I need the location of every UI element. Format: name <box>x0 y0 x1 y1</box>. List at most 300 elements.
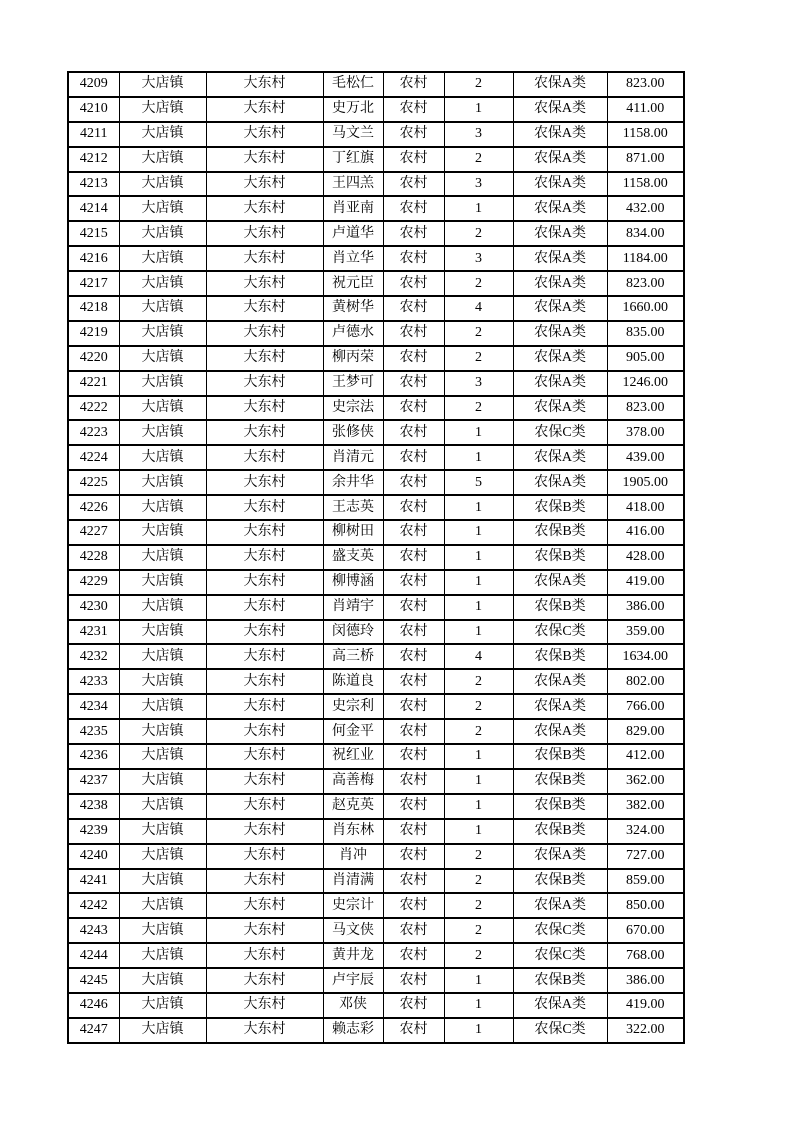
cell-serial-number: 4222 <box>68 396 119 421</box>
table-row <box>68 1018 684 1043</box>
cell-amount: 1634.00 <box>607 644 684 669</box>
cell-serial-number: 4239 <box>68 819 119 844</box>
cell-insurance-type: 农保A类 <box>513 246 607 271</box>
cell-person-name: 黄井龙 <box>323 943 383 968</box>
cell-amount: 386.00 <box>607 595 684 620</box>
table-row <box>68 470 684 495</box>
cell-person-count: 1 <box>444 445 513 470</box>
cell-amount: 362.00 <box>607 769 684 794</box>
cell-village: 大东村 <box>206 470 323 495</box>
cell-amount: 871.00 <box>607 147 684 172</box>
cell-village: 大东村 <box>206 993 323 1018</box>
cell-person-name: 肖东林 <box>323 819 383 844</box>
cell-insurance-type: 农保C类 <box>513 620 607 645</box>
cell-insurance-type: 农保B类 <box>513 968 607 993</box>
cell-village: 大东村 <box>206 172 323 197</box>
table-row <box>68 396 684 421</box>
cell-amount: 432.00 <box>607 196 684 221</box>
cell-person-name: 卢道华 <box>323 221 383 246</box>
cell-amount: 411.00 <box>607 97 684 122</box>
cell-person-name: 肖亚南 <box>323 196 383 221</box>
cell-insurance-type: 农保B类 <box>513 744 607 769</box>
cell-amount: 727.00 <box>607 844 684 869</box>
cell-village: 大东村 <box>206 968 323 993</box>
cell-insurance-type: 农保A类 <box>513 97 607 122</box>
cell-village: 大东村 <box>206 819 323 844</box>
cell-amount: 802.00 <box>607 669 684 694</box>
cell-insurance-type: 农保A类 <box>513 72 607 97</box>
cell-serial-number: 4211 <box>68 122 119 147</box>
cell-town: 大店镇 <box>119 445 206 470</box>
cell-insurance-type: 农保A类 <box>513 122 607 147</box>
cell-village: 大东村 <box>206 321 323 346</box>
cell-residence-type: 农村 <box>383 445 444 470</box>
table-row <box>68 221 684 246</box>
cell-serial-number: 4240 <box>68 844 119 869</box>
cell-person-name: 肖清满 <box>323 869 383 894</box>
cell-village: 大东村 <box>206 520 323 545</box>
cell-insurance-type: 农保A类 <box>513 172 607 197</box>
cell-amount: 850.00 <box>607 893 684 918</box>
cell-serial-number: 4246 <box>68 993 119 1018</box>
table-row <box>68 943 684 968</box>
cell-serial-number: 4224 <box>68 445 119 470</box>
cell-town: 大店镇 <box>119 371 206 396</box>
cell-village: 大东村 <box>206 221 323 246</box>
cell-amount: 412.00 <box>607 744 684 769</box>
cell-serial-number: 4242 <box>68 893 119 918</box>
cell-person-count: 1 <box>444 545 513 570</box>
table-row <box>68 719 684 744</box>
cell-person-count: 1 <box>444 420 513 445</box>
cell-amount: 428.00 <box>607 545 684 570</box>
cell-amount: 324.00 <box>607 819 684 844</box>
cell-village: 大东村 <box>206 296 323 321</box>
cell-serial-number: 4215 <box>68 221 119 246</box>
cell-residence-type: 农村 <box>383 420 444 445</box>
cell-person-count: 2 <box>444 221 513 246</box>
cell-village: 大东村 <box>206 570 323 595</box>
cell-village: 大东村 <box>206 246 323 271</box>
table-body <box>68 72 684 1043</box>
cell-town: 大店镇 <box>119 1018 206 1043</box>
cell-serial-number: 4237 <box>68 769 119 794</box>
table-row <box>68 620 684 645</box>
cell-person-count: 1 <box>444 1018 513 1043</box>
cell-town: 大店镇 <box>119 520 206 545</box>
table-row <box>68 420 684 445</box>
cell-insurance-type: 农保C类 <box>513 943 607 968</box>
cell-residence-type: 农村 <box>383 470 444 495</box>
cell-person-name: 何金平 <box>323 719 383 744</box>
cell-town: 大店镇 <box>119 246 206 271</box>
table-row <box>68 744 684 769</box>
cell-serial-number: 4243 <box>68 918 119 943</box>
cell-person-name: 丁红旗 <box>323 147 383 172</box>
cell-person-name: 王梦可 <box>323 371 383 396</box>
cell-amount: 835.00 <box>607 321 684 346</box>
cell-town: 大店镇 <box>119 993 206 1018</box>
cell-person-name: 肖靖宇 <box>323 595 383 620</box>
cell-insurance-type: 农保A类 <box>513 346 607 371</box>
cell-town: 大店镇 <box>119 72 206 97</box>
cell-serial-number: 4225 <box>68 470 119 495</box>
cell-person-name: 肖冲 <box>323 844 383 869</box>
cell-amount: 359.00 <box>607 620 684 645</box>
cell-town: 大店镇 <box>119 420 206 445</box>
cell-serial-number: 4218 <box>68 296 119 321</box>
cell-person-count: 1 <box>444 968 513 993</box>
table-row <box>68 196 684 221</box>
cell-person-name: 陈道良 <box>323 669 383 694</box>
cell-town: 大店镇 <box>119 570 206 595</box>
cell-serial-number: 4229 <box>68 570 119 595</box>
cell-person-name: 邓侠 <box>323 993 383 1018</box>
cell-town: 大店镇 <box>119 196 206 221</box>
cell-town: 大店镇 <box>119 719 206 744</box>
cell-serial-number: 4232 <box>68 644 119 669</box>
table-row <box>68 844 684 869</box>
table-row <box>68 271 684 296</box>
cell-person-name: 高善梅 <box>323 769 383 794</box>
table-row <box>68 371 684 396</box>
cell-residence-type: 农村 <box>383 694 444 719</box>
cell-person-name: 柳丙荣 <box>323 346 383 371</box>
cell-residence-type: 农村 <box>383 968 444 993</box>
cell-person-name: 王志英 <box>323 495 383 520</box>
cell-residence-type: 农村 <box>383 321 444 346</box>
cell-person-count: 1 <box>444 819 513 844</box>
cell-residence-type: 农村 <box>383 72 444 97</box>
table-row <box>68 918 684 943</box>
cell-person-count: 1 <box>444 620 513 645</box>
table-row <box>68 97 684 122</box>
cell-serial-number: 4234 <box>68 694 119 719</box>
cell-residence-type: 农村 <box>383 346 444 371</box>
cell-town: 大店镇 <box>119 744 206 769</box>
table-row <box>68 819 684 844</box>
cell-person-name: 赵克英 <box>323 794 383 819</box>
cell-person-count: 2 <box>444 669 513 694</box>
table-row <box>68 794 684 819</box>
cell-town: 大店镇 <box>119 147 206 172</box>
cell-residence-type: 农村 <box>383 545 444 570</box>
cell-village: 大东村 <box>206 371 323 396</box>
cell-insurance-type: 农保A类 <box>513 844 607 869</box>
cell-village: 大东村 <box>206 644 323 669</box>
cell-town: 大店镇 <box>119 769 206 794</box>
cell-person-name: 赖志彩 <box>323 1018 383 1043</box>
cell-insurance-type: 农保B类 <box>513 769 607 794</box>
cell-person-name: 史宗计 <box>323 893 383 918</box>
cell-person-name: 卢宇辰 <box>323 968 383 993</box>
cell-serial-number: 4210 <box>68 97 119 122</box>
cell-residence-type: 农村 <box>383 794 444 819</box>
cell-amount: 823.00 <box>607 396 684 421</box>
cell-residence-type: 农村 <box>383 1018 444 1043</box>
cell-person-name: 毛松仁 <box>323 72 383 97</box>
cell-person-name: 柳树田 <box>323 520 383 545</box>
cell-town: 大店镇 <box>119 918 206 943</box>
cell-residence-type: 农村 <box>383 221 444 246</box>
cell-amount: 823.00 <box>607 72 684 97</box>
cell-village: 大东村 <box>206 744 323 769</box>
cell-person-name: 祝元臣 <box>323 271 383 296</box>
cell-town: 大店镇 <box>119 669 206 694</box>
cell-town: 大店镇 <box>119 221 206 246</box>
cell-insurance-type: 农保B类 <box>513 644 607 669</box>
table-row <box>68 147 684 172</box>
cell-residence-type: 农村 <box>383 719 444 744</box>
cell-town: 大店镇 <box>119 869 206 894</box>
cell-amount: 439.00 <box>607 445 684 470</box>
cell-insurance-type: 农保A类 <box>513 221 607 246</box>
cell-village: 大东村 <box>206 595 323 620</box>
cell-person-count: 1 <box>444 97 513 122</box>
cell-insurance-type: 农保A类 <box>513 371 607 396</box>
cell-person-count: 3 <box>444 172 513 197</box>
cell-town: 大店镇 <box>119 794 206 819</box>
cell-insurance-type: 农保A类 <box>513 993 607 1018</box>
cell-serial-number: 4217 <box>68 271 119 296</box>
cell-person-name: 肖立华 <box>323 246 383 271</box>
cell-town: 大店镇 <box>119 122 206 147</box>
cell-village: 大东村 <box>206 669 323 694</box>
cell-serial-number: 4227 <box>68 520 119 545</box>
cell-person-count: 2 <box>444 346 513 371</box>
cell-person-name: 史宗法 <box>323 396 383 421</box>
cell-serial-number: 4245 <box>68 968 119 993</box>
cell-residence-type: 农村 <box>383 296 444 321</box>
cell-amount: 1158.00 <box>607 122 684 147</box>
cell-serial-number: 4214 <box>68 196 119 221</box>
cell-person-count: 2 <box>444 147 513 172</box>
cell-person-name: 肖清元 <box>323 445 383 470</box>
cell-residence-type: 农村 <box>383 993 444 1018</box>
cell-insurance-type: 农保A类 <box>513 196 607 221</box>
cell-village: 大东村 <box>206 545 323 570</box>
table-row <box>68 869 684 894</box>
cell-village: 大东村 <box>206 271 323 296</box>
cell-village: 大东村 <box>206 420 323 445</box>
cell-town: 大店镇 <box>119 296 206 321</box>
cell-residence-type: 农村 <box>383 172 444 197</box>
cell-residence-type: 农村 <box>383 769 444 794</box>
cell-person-count: 1 <box>444 993 513 1018</box>
cell-insurance-type: 农保C类 <box>513 918 607 943</box>
cell-village: 大东村 <box>206 844 323 869</box>
cell-amount: 418.00 <box>607 495 684 520</box>
cell-person-count: 3 <box>444 246 513 271</box>
table-row <box>68 445 684 470</box>
cell-town: 大店镇 <box>119 97 206 122</box>
cell-residence-type: 农村 <box>383 495 444 520</box>
cell-amount: 859.00 <box>607 869 684 894</box>
table-row <box>68 595 684 620</box>
cell-insurance-type: 农保A类 <box>513 669 607 694</box>
cell-town: 大店镇 <box>119 495 206 520</box>
cell-residence-type: 农村 <box>383 196 444 221</box>
cell-insurance-type: 农保B类 <box>513 819 607 844</box>
table-row <box>68 246 684 271</box>
cell-person-name: 王四羔 <box>323 172 383 197</box>
cell-residence-type: 农村 <box>383 570 444 595</box>
cell-serial-number: 4236 <box>68 744 119 769</box>
cell-person-count: 4 <box>444 644 513 669</box>
cell-person-name: 祝红业 <box>323 744 383 769</box>
cell-amount: 419.00 <box>607 993 684 1018</box>
cell-serial-number: 4220 <box>68 346 119 371</box>
cell-person-count: 2 <box>444 918 513 943</box>
cell-village: 大东村 <box>206 869 323 894</box>
cell-town: 大店镇 <box>119 844 206 869</box>
cell-town: 大店镇 <box>119 819 206 844</box>
table-row <box>68 769 684 794</box>
cell-serial-number: 4231 <box>68 620 119 645</box>
cell-residence-type: 农村 <box>383 520 444 545</box>
cell-town: 大店镇 <box>119 968 206 993</box>
cell-person-name: 史万北 <box>323 97 383 122</box>
cell-village: 大东村 <box>206 893 323 918</box>
cell-amount: 322.00 <box>607 1018 684 1043</box>
table-row <box>68 172 684 197</box>
cell-amount: 386.00 <box>607 968 684 993</box>
cell-residence-type: 农村 <box>383 943 444 968</box>
cell-serial-number: 4226 <box>68 495 119 520</box>
cell-insurance-type: 农保A类 <box>513 570 607 595</box>
cell-residence-type: 农村 <box>383 918 444 943</box>
cell-residence-type: 农村 <box>383 396 444 421</box>
cell-amount: 419.00 <box>607 570 684 595</box>
cell-insurance-type: 农保C类 <box>513 420 607 445</box>
cell-residence-type: 农村 <box>383 595 444 620</box>
table-row <box>68 520 684 545</box>
cell-serial-number: 4228 <box>68 545 119 570</box>
cell-insurance-type: 农保B类 <box>513 545 607 570</box>
cell-amount: 1660.00 <box>607 296 684 321</box>
cell-person-name: 高三桥 <box>323 644 383 669</box>
table-row <box>68 122 684 147</box>
cell-residence-type: 农村 <box>383 147 444 172</box>
cell-town: 大店镇 <box>119 396 206 421</box>
cell-village: 大东村 <box>206 794 323 819</box>
cell-serial-number: 4238 <box>68 794 119 819</box>
cell-serial-number: 4212 <box>68 147 119 172</box>
cell-town: 大店镇 <box>119 470 206 495</box>
cell-serial-number: 4244 <box>68 943 119 968</box>
cell-residence-type: 农村 <box>383 620 444 645</box>
cell-person-name: 马文侠 <box>323 918 383 943</box>
cell-person-count: 2 <box>444 869 513 894</box>
cell-person-name: 黄树华 <box>323 296 383 321</box>
cell-person-count: 2 <box>444 719 513 744</box>
cell-village: 大东村 <box>206 122 323 147</box>
cell-residence-type: 农村 <box>383 122 444 147</box>
cell-person-count: 4 <box>444 296 513 321</box>
cell-residence-type: 农村 <box>383 371 444 396</box>
cell-amount: 1184.00 <box>607 246 684 271</box>
table-row <box>68 968 684 993</box>
cell-town: 大店镇 <box>119 644 206 669</box>
cell-residence-type: 农村 <box>383 271 444 296</box>
table-row <box>68 893 684 918</box>
cell-person-count: 5 <box>444 470 513 495</box>
cell-person-count: 2 <box>444 694 513 719</box>
cell-village: 大东村 <box>206 620 323 645</box>
cell-person-count: 3 <box>444 122 513 147</box>
cell-person-name: 闵德玲 <box>323 620 383 645</box>
cell-amount: 382.00 <box>607 794 684 819</box>
cell-amount: 829.00 <box>607 719 684 744</box>
cell-village: 大东村 <box>206 719 323 744</box>
table-row <box>68 570 684 595</box>
cell-amount: 1905.00 <box>607 470 684 495</box>
cell-person-name: 余井华 <box>323 470 383 495</box>
cell-amount: 768.00 <box>607 943 684 968</box>
cell-person-count: 2 <box>444 396 513 421</box>
table-row <box>68 495 684 520</box>
cell-town: 大店镇 <box>119 893 206 918</box>
cell-village: 大东村 <box>206 72 323 97</box>
cell-serial-number: 4230 <box>68 595 119 620</box>
cell-insurance-type: 农保B类 <box>513 520 607 545</box>
cell-village: 大东村 <box>206 918 323 943</box>
cell-residence-type: 农村 <box>383 97 444 122</box>
cell-person-count: 1 <box>444 769 513 794</box>
cell-town: 大店镇 <box>119 346 206 371</box>
cell-person-count: 1 <box>444 196 513 221</box>
cell-town: 大店镇 <box>119 172 206 197</box>
cell-village: 大东村 <box>206 445 323 470</box>
cell-serial-number: 4209 <box>68 72 119 97</box>
cell-person-count: 2 <box>444 321 513 346</box>
cell-serial-number: 4223 <box>68 420 119 445</box>
cell-village: 大东村 <box>206 495 323 520</box>
cell-village: 大东村 <box>206 1018 323 1043</box>
cell-residence-type: 农村 <box>383 844 444 869</box>
cell-insurance-type: 农保A类 <box>513 271 607 296</box>
cell-person-name: 卢德水 <box>323 321 383 346</box>
cell-insurance-type: 农保B类 <box>513 595 607 620</box>
cell-village: 大东村 <box>206 396 323 421</box>
table-row <box>68 296 684 321</box>
table-row <box>68 72 684 97</box>
cell-village: 大东村 <box>206 147 323 172</box>
cell-serial-number: 4219 <box>68 321 119 346</box>
cell-serial-number: 4221 <box>68 371 119 396</box>
cell-residence-type: 农村 <box>383 644 444 669</box>
cell-insurance-type: 农保B类 <box>513 869 607 894</box>
cell-village: 大东村 <box>206 943 323 968</box>
cell-insurance-type: 农保A类 <box>513 694 607 719</box>
cell-insurance-type: 农保A类 <box>513 445 607 470</box>
cell-amount: 1158.00 <box>607 172 684 197</box>
cell-person-count: 3 <box>444 371 513 396</box>
cell-town: 大店镇 <box>119 694 206 719</box>
cell-serial-number: 4233 <box>68 669 119 694</box>
cell-insurance-type: 农保A类 <box>513 147 607 172</box>
cell-residence-type: 农村 <box>383 893 444 918</box>
cell-person-count: 1 <box>444 744 513 769</box>
cell-town: 大店镇 <box>119 321 206 346</box>
cell-amount: 834.00 <box>607 221 684 246</box>
cell-town: 大店镇 <box>119 620 206 645</box>
cell-town: 大店镇 <box>119 271 206 296</box>
cell-insurance-type: 农保A类 <box>513 396 607 421</box>
table-row <box>68 346 684 371</box>
cell-person-count: 1 <box>444 495 513 520</box>
cell-residence-type: 农村 <box>383 669 444 694</box>
